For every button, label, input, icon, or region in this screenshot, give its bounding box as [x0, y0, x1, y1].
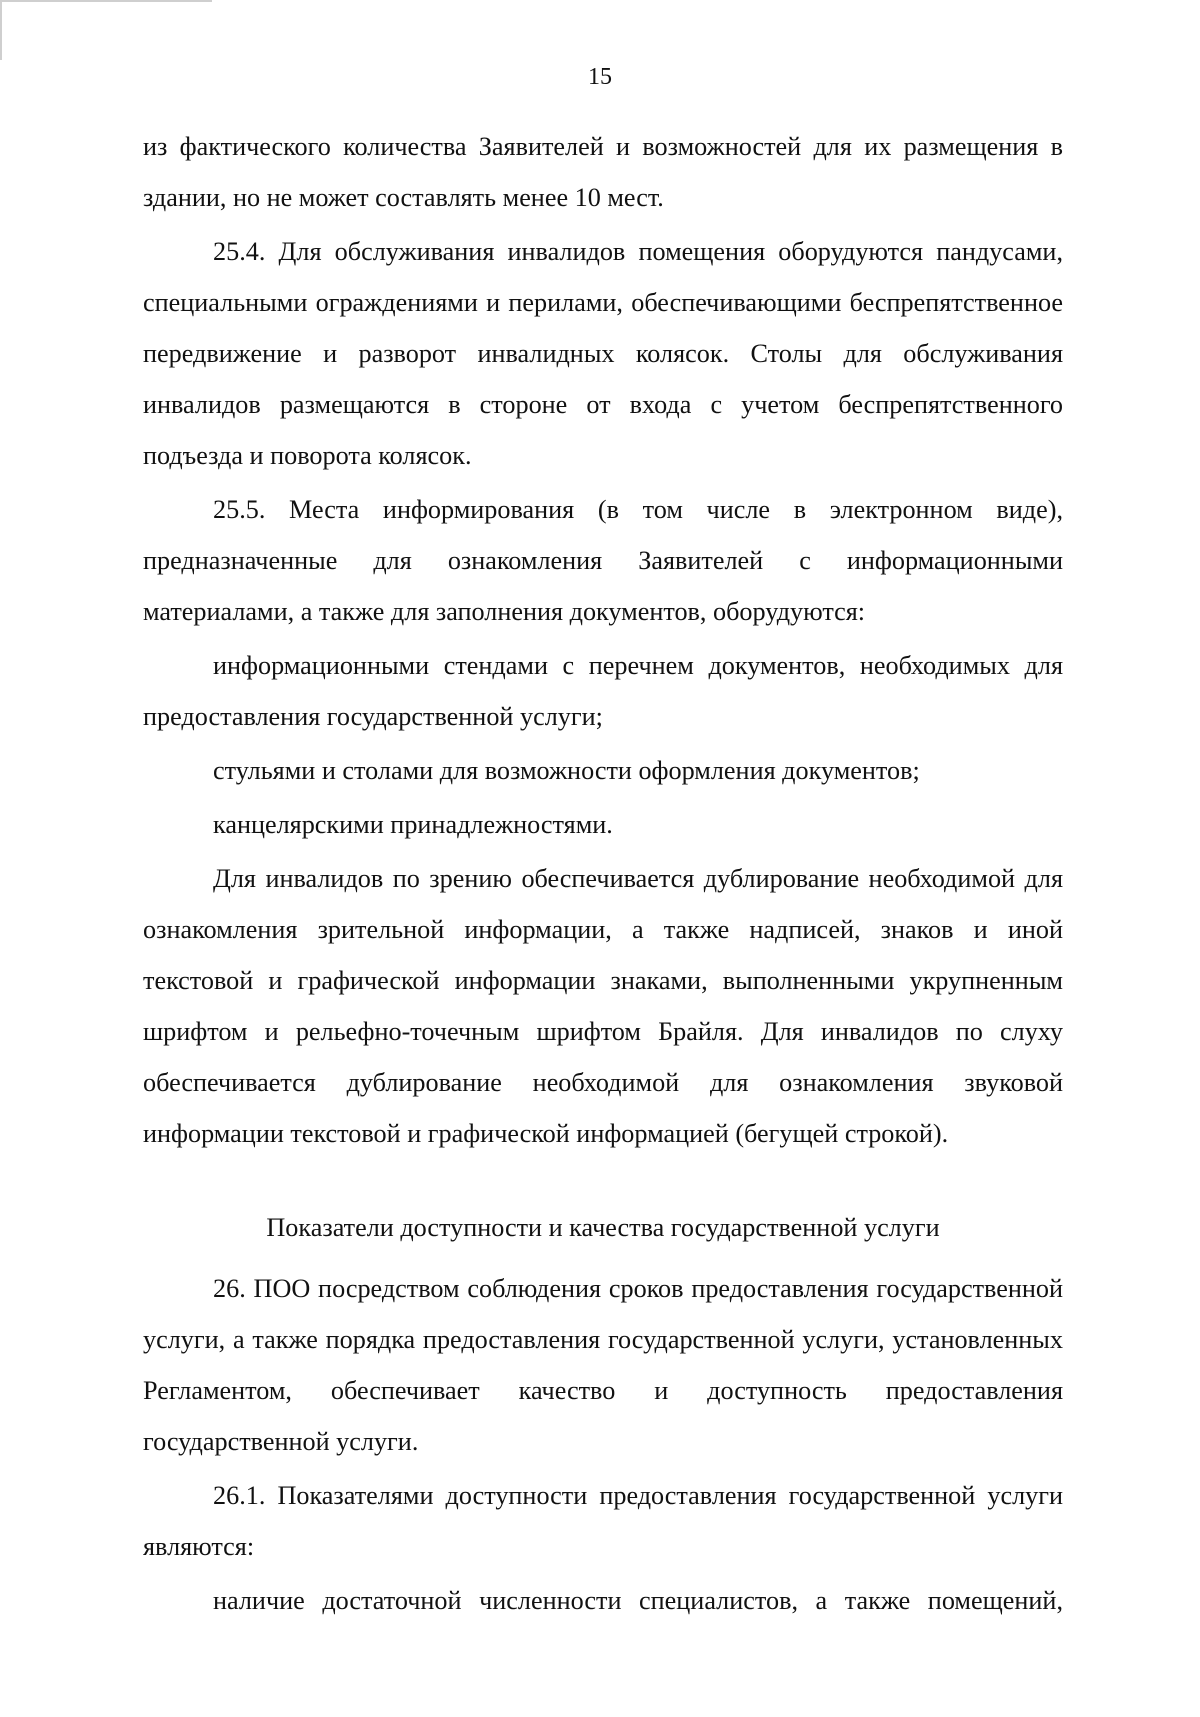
- paragraph-26: 26. ПОО посредством соблюдения сроков предоставления государственной услуги, а также порядка предоставления государственной услуги, установленных Регламентом, обеспечивает качество и доступность предоставления государственной услуги.: [143, 1274, 1063, 1456]
- scan-edge-mark-top: [0, 0, 212, 2]
- list-item-specialists: наличие достаточной численности специалистов, а также помещений,: [213, 1586, 1063, 1615]
- paragraph-25-4: 25.4. Для обслуживания инвалидов помещения оборудуются пандусами, специальными ограждениями и перилами, обеспечивающими беспрепятственное передвижение и разворот инвалидных колясок. Столы для обслуживания инвалидов размещаются в стороне от входа с учетом беспрепятственного подъезда и поворота колясок.: [143, 237, 1063, 470]
- list-item-stands: информационными стендами с перечнем документов, необходимых для предоставления государственной услуги;: [143, 651, 1063, 731]
- document-body: [143, 121, 1063, 1626]
- list-item-chairs: стульями и столами для возможности оформления документов;: [213, 756, 920, 785]
- paragraph-25-5: 25.5. Места информирования (в том числе в электронном виде), предназначенные для ознакомления Заявителей с информационными материалами, а также для заполнения документов, оборудуются:: [143, 495, 1063, 626]
- paragraph-continuation: из фактического количества Заявителей и возможностей для их размещения в здании, но не может составлять менее 10 мест.: [143, 132, 1063, 212]
- page-number: 15: [588, 64, 612, 90]
- scan-edge-mark-left: [0, 0, 2, 60]
- list-item-stationery: канцелярскими принадлежностями.: [213, 810, 613, 839]
- paragraph-26-1: 26.1. Показателями доступности предоставления государственной услуги являются:: [143, 1481, 1063, 1561]
- paragraph-visually-impaired: Для инвалидов по зрению обеспечивается дублирование необходимой для ознакомления зрительной информации, а также надписей, знаков и иной текстовой и графической информации знаками, выполненными укрупненным шрифтом и рельефно-точечным шрифтом Брайля. Для инвалидов по слуху обеспечивается дублирование необходимой для ознакомления звуковой информации текстовой и графической информацией (бегущей строкой).: [143, 864, 1063, 1148]
- section-heading: Показатели доступности и качества государственной услуги: [266, 1213, 940, 1242]
